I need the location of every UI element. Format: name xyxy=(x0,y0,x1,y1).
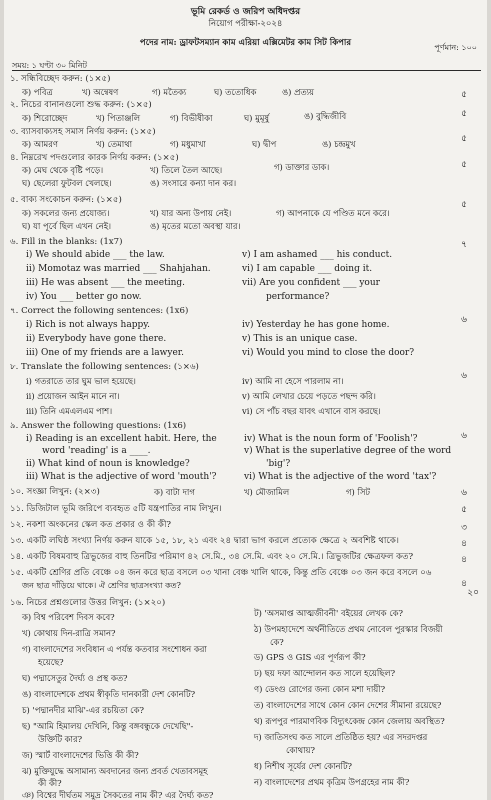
option: গ) মতৈক্য xyxy=(152,87,187,97)
item: হয়েছে? xyxy=(38,657,64,667)
item: উক্তিটি কার? xyxy=(38,734,83,744)
question-marks: ৫ xyxy=(461,134,467,144)
question-marks: ৬ xyxy=(461,371,467,381)
item: ধ) নিশীথ সূর্যের দেশ কোনটি? xyxy=(254,761,352,771)
item: ড) GPS ও GIS এর পূর্ণরূপ কী? xyxy=(254,652,366,662)
exam-paper xyxy=(4,0,487,800)
item: ঘ) ছেলেরা ফুটবল খেলছে। xyxy=(22,178,112,188)
question-9 xyxy=(10,421,186,431)
item: ii) প্রয়োজন আইন মানে না। xyxy=(26,391,120,401)
item: দ) জাতিসংঘ কত সালে প্রতিষ্ঠিত হয়? এর সদরদপ্তর xyxy=(254,732,428,742)
option: ঘ) ততোধিক xyxy=(214,87,257,97)
item: vi) Would you mind to close the door? xyxy=(242,348,415,358)
organization-name: ভূমি রেকর্ড ও জরিপ অধিদপ্তর xyxy=(190,7,301,17)
option: খ) পিতাঞ্জলি xyxy=(96,113,141,123)
question-number: ৫. xyxy=(10,195,19,205)
question-number: ৬. xyxy=(10,237,19,247)
question-number: ১. xyxy=(10,74,19,84)
item: iii) One of my friends are a lawyer. xyxy=(26,348,184,358)
question-marks: ৬ xyxy=(461,431,467,441)
item: ঝ) মুক্তিযুদ্ধে অসামান্য অবদানের জন্য প্রবর্ত খেতাবসমূহ xyxy=(22,766,208,776)
item: iv) আমি না হেসে পারলাম না। xyxy=(242,376,344,386)
question-number: ৮. xyxy=(10,362,19,372)
item: ঘ) যা পূর্বে ছিল এখন নেই। xyxy=(22,221,112,231)
option: ক) বাটা দাগ xyxy=(154,487,195,497)
question-text: নকশা অংকনের স্কেল কত প্রকার ও কী কী? xyxy=(26,520,172,530)
question-12 xyxy=(10,520,171,530)
question-3 xyxy=(10,127,156,137)
item: ক) মেঘ থেকে বৃষ্টি পড়ে। xyxy=(22,165,104,175)
option: ক) শিরোচ্ছেদ xyxy=(22,113,68,123)
item: ণ) ডেংগু রোগের জন্য কোন মশা দায়ী? xyxy=(254,684,386,694)
item: ন) বাংলাদেশের প্রথম কৃত্রিম উপগ্রহের নাম কী? xyxy=(254,777,410,787)
question-11 xyxy=(10,504,222,514)
question-number: ৯. xyxy=(10,421,19,431)
item: থ) রূপপুর পারমাণবিক বিদ্যুৎকেন্দ্র কোন জেলায় অবস্থিত? xyxy=(254,716,445,726)
item: ক) সকলের জন্য প্রযোজ্য। xyxy=(22,208,110,218)
question-text: Correct the following sentences: (1x6) xyxy=(21,306,189,316)
option: ঘ) দ্বীপ xyxy=(252,139,277,149)
full-marks: পূর্ণমান: ১০০ xyxy=(434,43,477,52)
question-text: Fill in the blanks: (1x7) xyxy=(21,237,123,247)
option: ঙ) প্রত্যয় xyxy=(282,87,314,97)
option: ঙ) চন্দ্রমুখ xyxy=(322,139,356,149)
question-number: ১৫. xyxy=(10,568,24,578)
question-marks: ৩ xyxy=(461,523,467,533)
item: গ) বাংলাদেশের সংবিধান এ পর্যন্ত কতবার সংশোধন করা xyxy=(22,644,207,654)
option: ক) পবিত্র xyxy=(22,87,53,97)
question-6 xyxy=(10,237,122,247)
question-14 xyxy=(10,552,413,562)
exam-title: নিয়োগ পরীক্ষা-২০২৪ xyxy=(208,19,283,29)
item: iii) He was absent ___ the meeting. xyxy=(26,278,185,288)
item: খ) যার অন্য উপায় নেই। xyxy=(150,208,232,218)
item: iv) You ___ better go now. xyxy=(26,292,142,302)
question-13 xyxy=(10,536,399,546)
option: গ) মধুমাখা xyxy=(170,139,206,149)
item: v) আমি লেখার চেয়ে পড়তে পছন্দ করি। xyxy=(242,391,376,401)
item: খ) তিলে তৈল আছে। xyxy=(150,165,223,175)
question-number: ১৬. xyxy=(10,598,24,608)
item: কে? xyxy=(270,637,284,647)
question-marks: ৭ xyxy=(461,240,467,250)
item: ক) বিশ্ব পরিবেশ দিবস কবে? xyxy=(22,612,115,622)
item: performance? xyxy=(266,292,330,302)
item: ঞ) বিশ্বের দীর্ঘতম সমুদ্র সৈকতের নাম কী? এর দৈর্ঘ্য কত? xyxy=(22,790,214,800)
option: ঘ) মুমূর্ষু xyxy=(244,113,270,123)
item: i) Rich is not always happy. xyxy=(26,320,150,330)
question-number: ১৪. xyxy=(10,552,24,562)
item: চ) 'পদ্মানদীর মাঝি'-এর রচয়িতা কে? xyxy=(22,705,144,715)
question-number: ৩. xyxy=(10,127,19,137)
question-marks: ৫ xyxy=(461,200,467,210)
question-marks: ৫ xyxy=(461,160,467,170)
item: ii) Everybody have gone there. xyxy=(26,334,167,344)
item: vi) সে পাঁচ বছর যাবৎ এখানে বাস করছে। xyxy=(242,406,381,416)
item: ঙ) সংসারে কন্যা দান কর। xyxy=(150,178,237,188)
question-number: ১১. xyxy=(10,504,24,514)
question-text: একটি শ্রেণির প্রতি বেঞ্চে ০৪ জন করে ছাত্র বসলে ০৩ খানা বেঞ্চ খালি থাকে, কিন্তু প্রতি বেঞ্চে ০৩ জন করে বসলে ০৬ xyxy=(26,568,432,578)
item: জ) স্মার্ট বাংলাদেশের ভিত্তি কী কী? xyxy=(22,750,139,760)
header-divider xyxy=(12,70,481,71)
item: iv) What is the noun form of 'Foolish'? xyxy=(244,434,418,444)
item: i) গতরাতে তার ঘুম ভাল হয়েছে। xyxy=(26,376,136,386)
item: ছ) "আমি হিমালয় দেখিনি, কিন্তু বঙ্গবন্ধুকে দেখেছি"- xyxy=(22,721,194,731)
item: ঢ) ছয় দফা আন্দোলন কত সালে হয়েছিল? xyxy=(254,668,396,678)
question-8 xyxy=(10,362,199,372)
post-name: পদের নাম: ড্রাফটসম্যান কাম এরিয়া এক্সিমেটর কাম সিট কিপার xyxy=(139,38,352,48)
option: গ) সিট xyxy=(346,487,370,497)
question-15 xyxy=(10,568,431,578)
question-marks: ৬ xyxy=(461,488,467,498)
question-5 xyxy=(10,195,122,205)
item: ii) Momotaz was married ___ Shahjahan. xyxy=(26,264,211,274)
question-text: Translate the following sentences: (১×৬) xyxy=(21,362,199,372)
question-2 xyxy=(10,100,152,110)
question-text: নিচের প্রশ্নগুলোর উত্তর লিখুন: (১×২০) xyxy=(26,598,166,608)
question-text: ব্যাসবাক্যসহ সমাস নির্ণয় করুন: (১×৫) xyxy=(21,127,156,137)
item: iii) তিনি এমএলএম পাশ। xyxy=(26,406,113,416)
item: ঙ) মৃতের মতো অবস্থা যার। xyxy=(150,221,241,231)
question-7 xyxy=(10,306,188,316)
question-text: সন্ধিবিচ্ছেদ করুন: (১×৫) xyxy=(21,74,111,84)
question-text-continued: জন ছাত্র দাঁড়িয়ে থাকে। ঐ শ্রেণির ছাত্রসংখ্যা কত? xyxy=(22,581,181,590)
item: কোথায়? xyxy=(286,745,315,755)
item: ঙ) বাংলাদেশকে প্রথম স্বীকৃতি দানকারী দেশ কোনটি? xyxy=(22,689,196,699)
question-number: ২. xyxy=(10,100,19,110)
question-number: ১২. xyxy=(10,520,24,530)
question-marks: ৬ xyxy=(461,315,467,325)
item: iii) What is the adjective of word 'mouth'? xyxy=(26,472,217,482)
question-number: ৭. xyxy=(10,306,19,316)
question-number: ১০. xyxy=(10,487,24,497)
item: iv) Yesterday he has gone home. xyxy=(242,320,390,330)
item: v) I am ashamed ___ his conduct. xyxy=(242,250,393,260)
item: কী কী? xyxy=(38,778,62,788)
question-text: একটি লঘিষ্ঠ সংখ্যা নির্ণয় করুন যাকে ১৫, ১৮, ২১ এবং ২৪ দ্বারা ভাগ করলে প্রত্যেক ক্ষেত্রে ২ অবশিষ্ট থাকে। xyxy=(26,536,399,546)
question-number: ১৩. xyxy=(10,536,24,546)
option: ঙ) বুদ্ধিজীবি xyxy=(304,111,347,121)
question-number: ৪. xyxy=(10,153,19,163)
item: খ) কোথায় দিন-রাত্রি সমান? xyxy=(22,628,116,638)
option: খ) অন্বেষণ xyxy=(82,87,119,97)
question-marks: ৫ xyxy=(461,90,467,100)
item: v) What is the superlative degree of the word xyxy=(244,446,452,456)
question-text: Answer the following questions: (1x6) xyxy=(21,421,187,431)
option: গ) বিভীষীকা xyxy=(170,113,213,123)
item: গ) ডাক্তার ডাক। xyxy=(274,162,330,172)
option: ক) আমরণ xyxy=(22,139,58,149)
option: খ) তেমাথা xyxy=(96,139,133,149)
item: vi) I am capable ___ doing it. xyxy=(242,264,373,274)
item: ঠ) উপমহাদেশে অর্থনীতিতে প্রথম নোবেল পুরস্কার বিজয়ী xyxy=(254,624,443,634)
item: i) Reading is an excellent habit. Here, the xyxy=(26,434,217,444)
question-marks: ৫ xyxy=(461,505,467,515)
question-4 xyxy=(10,153,179,163)
item: ত) বাংলাদেশের সাথে কোন কোন দেশের সীমানা রয়েছে? xyxy=(254,700,442,710)
exam-time: সময়: ১ ঘণ্টা ৩০ মিনিট xyxy=(12,61,87,70)
question-text: একটি বিষমবাহু ত্রিভুজের বাহু তিনটির পরিমাণ ৪২ সে.মি., ৩৪ সে.মি. এবং ২০ সে.মি.। ত্রিভুজটির ক্ষেত্রফল কত? xyxy=(26,552,414,562)
question-marks: ৪ xyxy=(461,539,467,549)
item: গ) আপনাকে যে পণ্ডিত মনে করে। xyxy=(276,208,390,218)
item: ট) 'অসমাপ্ত আত্মজীবনী' বইয়ের লেখক কে? xyxy=(254,608,403,618)
item: ii) What kind of noun is knowledge? xyxy=(26,459,190,469)
question-1 xyxy=(10,74,111,84)
question-marks: ৪ xyxy=(461,555,467,565)
question-marks: ২০ xyxy=(467,588,479,598)
item: 'big'? xyxy=(266,459,291,469)
question-16 xyxy=(10,598,165,608)
question-text: নিম্নরেখ পদগুলোর কারক নির্ণয় করুন: (১×৫) xyxy=(21,153,179,163)
question-text: সংজ্ঞা লিখুন: (২×৩) xyxy=(26,487,100,497)
question-marks: ৫ xyxy=(461,109,467,119)
item: ঘ) পদ্মাসেতুর দৈর্ঘ্য ও প্রস্থ কত? xyxy=(22,673,128,683)
item: vi) What is the adjective of the word 'tax'? xyxy=(244,472,437,482)
question-marks: ৪ xyxy=(461,579,467,589)
question-text: বাক্য সংকোচন করুন: (১×৫) xyxy=(21,195,122,205)
item: i) We should abide ___ the law. xyxy=(26,250,165,260)
option: খ) মৌজামিল xyxy=(244,487,290,497)
item: word 'reading' is a ____. xyxy=(42,446,151,456)
question-10 xyxy=(10,487,100,497)
question-text: নিচের বানানগুলো শুদ্ধ করুন: (১×৫) xyxy=(21,100,152,110)
question-text: ডিজিটাল ভূমি জরিপে ব্যবহৃত ৫টি যন্ত্রপাতির নাম লিখুন। xyxy=(26,504,222,514)
item: vii) Are you confident ___ your xyxy=(242,278,380,288)
item: v) This is an unique case. xyxy=(242,334,358,344)
